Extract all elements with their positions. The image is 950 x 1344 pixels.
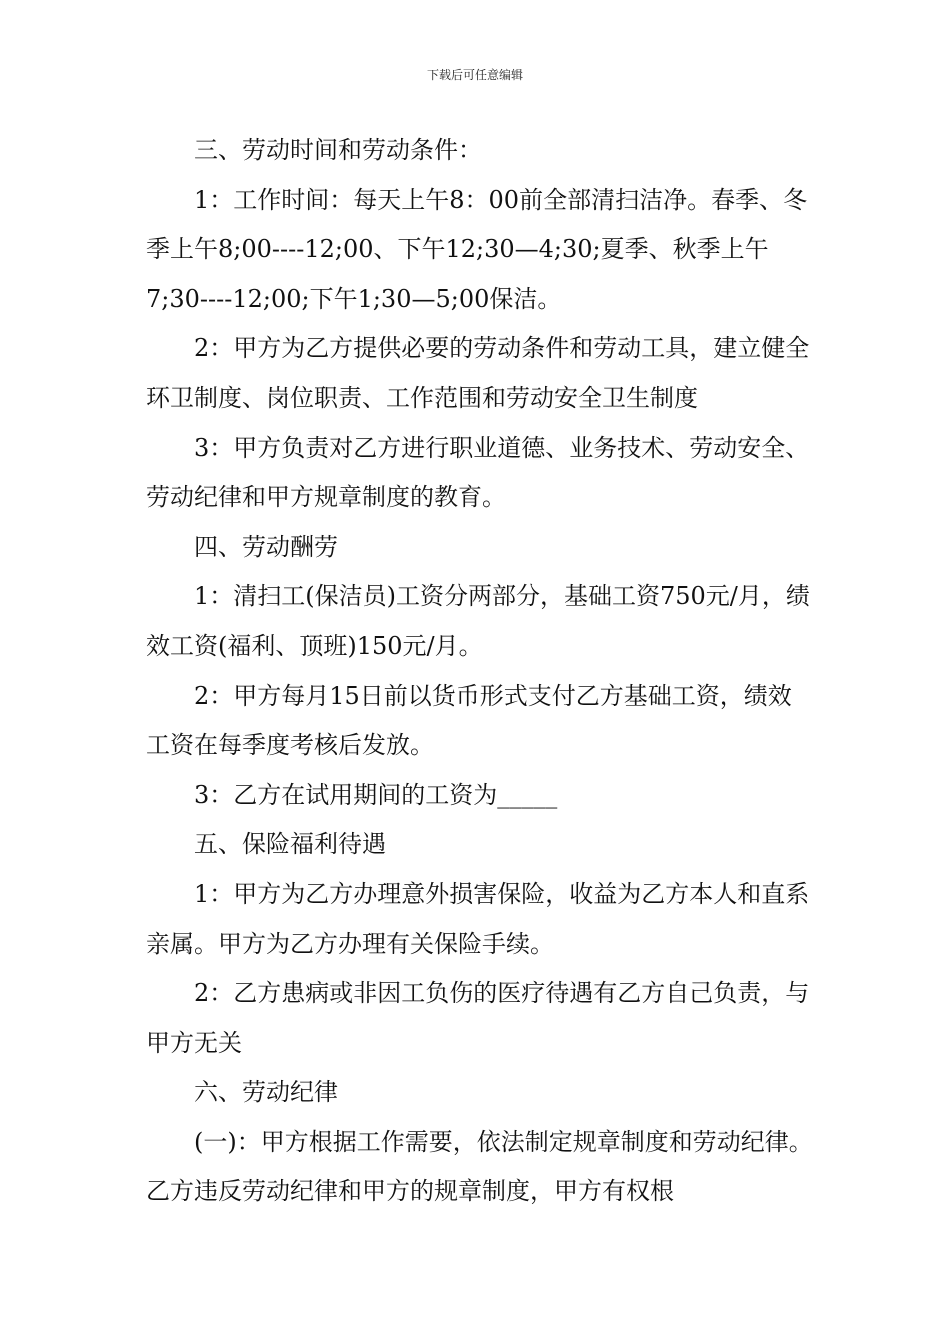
paragraph-rules: (一)：甲方根据工作需要，依法制定规章制度和劳动纪律。乙方违反劳动纪律和甲方的规章制度，甲方有权根 [146, 1127, 813, 1206]
document-body [146, 126, 814, 1217]
paragraph-accident-insurance: 1：甲方为乙方办理意外损害保险，收益为乙方本人和直系亲属。甲方为乙方办理有关保险手续。 [146, 879, 810, 958]
paragraph-salary-structure: 1：清扫工(保洁员)工资分两部分，基础工资750元/月，绩效工资(福利、顶班)150元/月。 [146, 582, 810, 660]
paragraph-salary-payment: 2：甲方每月15日前以货币形式支付乙方基础工资，绩效工资在每季度考核后发放。 [146, 681, 792, 760]
section-heading-discipline: 六、劳动纪律 [194, 1078, 338, 1107]
section-heading-insurance: 五、保险福利待遇 [194, 830, 386, 859]
paragraph-training: 3：甲方负责对乙方进行职业道德、业务技术、劳动安全、劳动纪律和甲方规章制度的教育。 [146, 433, 810, 512]
page-header: 下载后可任意编辑 [426, 68, 523, 82]
paragraph-medical-treatment: 2：乙方患病或非因工负伤的医疗待遇有乙方自己负责，与甲方无关 [146, 979, 810, 1057]
paragraph-probation-salary: 3：乙方在试用期间的工资为_____ [194, 780, 558, 809]
section-heading-remuneration: 四、劳动酬劳 [194, 532, 338, 561]
section-heading-working-time: 三、劳动时间和劳动条件： [194, 136, 482, 164]
paragraph-working-hours: 1：工作时间：每天上午8：00前全部清扫洁净。春季、冬季上午8;00----12;00、下午12;30—4;30;夏季、秋季上午7;30----12;00;下午1;30—5;00保洁。 [146, 185, 808, 313]
paragraph-working-conditions: 2：甲方为乙方提供必要的劳动条件和劳动工具，建立健全环卫制度、岗位职责、工作范围和劳动安全卫生制度 [146, 334, 810, 412]
